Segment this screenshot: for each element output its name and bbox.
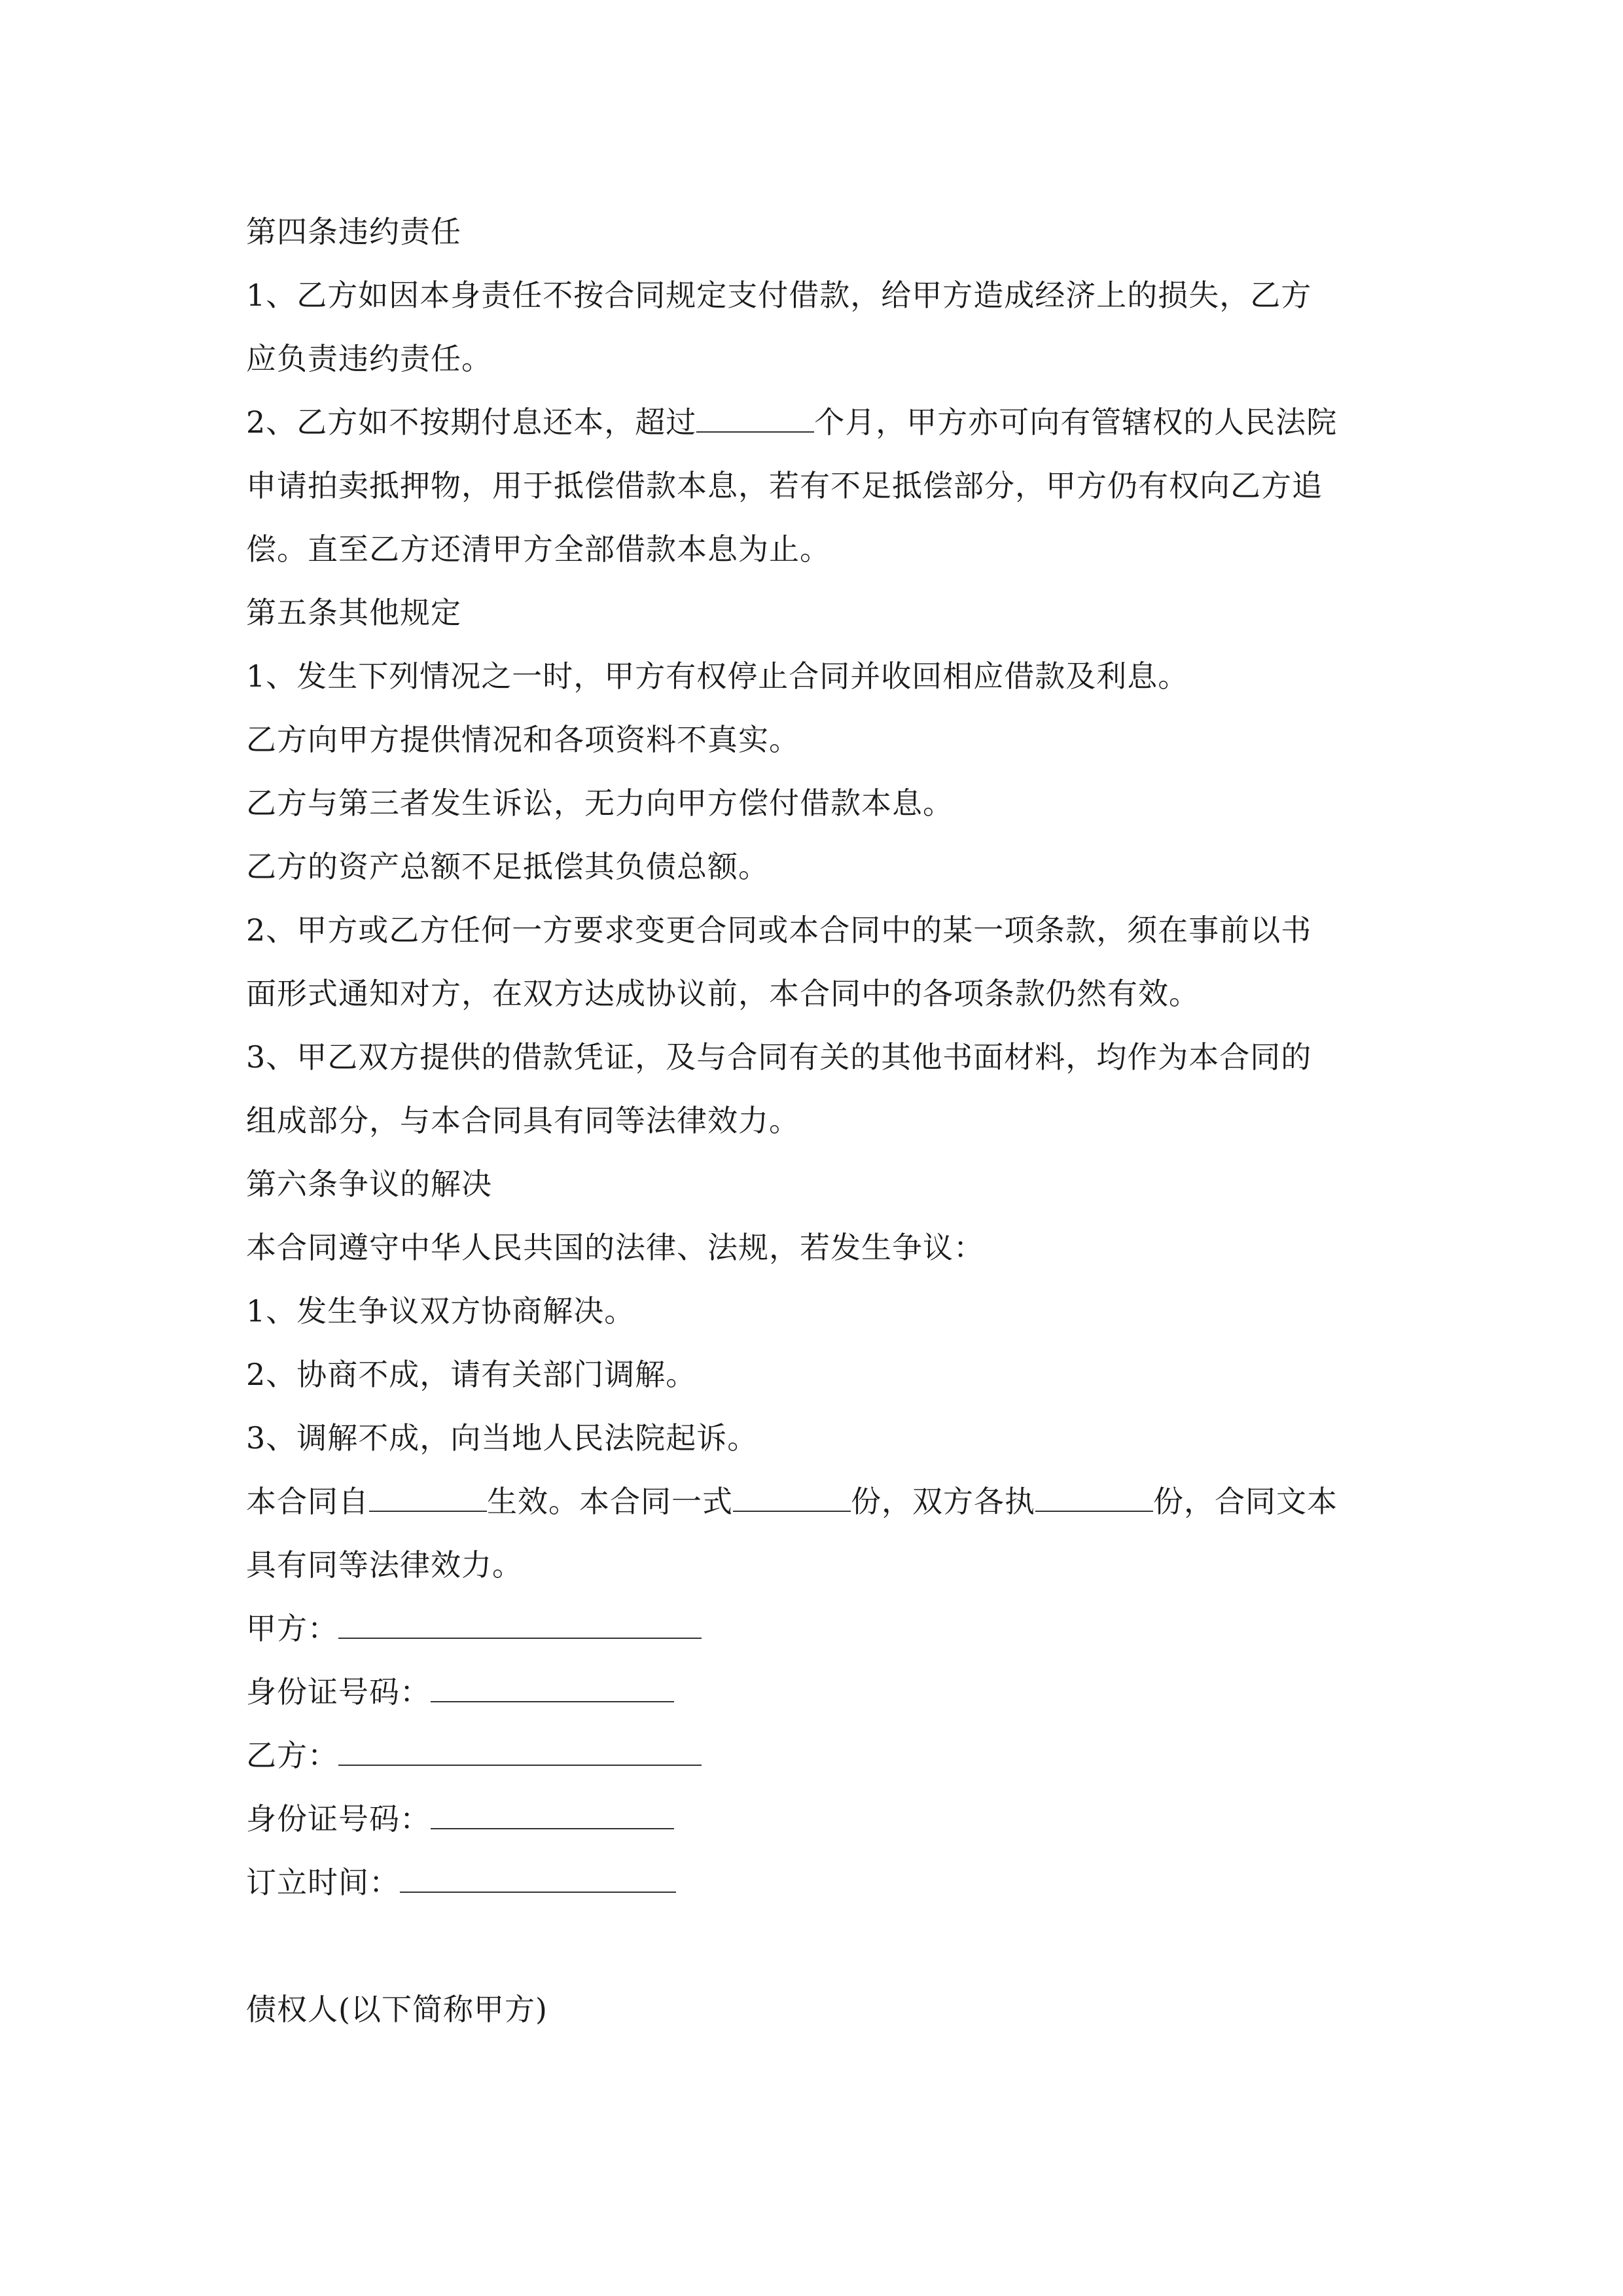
party-b-id-row (246, 1787, 1378, 1851)
effective-date-blank (369, 1484, 487, 1512)
closing-line2: 具有同等法律效力。 (246, 1547, 523, 1583)
party-a-signature (246, 1597, 1378, 1660)
party-a-id-label: 身份证号码： (246, 1674, 431, 1710)
party-b-id-field (431, 1802, 674, 1829)
party-b-signature (246, 1724, 1378, 1787)
signing-date-row (246, 1851, 1378, 1914)
article4-p1-line2: 应负责违约责任。 (246, 341, 492, 376)
party-b-label: 乙方： (246, 1738, 338, 1773)
closing-part4: 份，合同文本 (1153, 1484, 1338, 1519)
article6-intro: 本合同遵守中华人民共国的法律、法规，若发生争议： (246, 1230, 984, 1265)
article4-p2-post: 个月，甲方亦可向有管辖权的人民法院 (814, 404, 1338, 440)
article5-p2-line1: 2、甲方或乙方任何一方要求变更合同或本合同中的某一项条款，须在事前以书 (246, 912, 1312, 948)
party-a-id-row (246, 1660, 1378, 1724)
article5-p3-line1: 3、甲乙双方提供的借款凭证，及与合同有关的其他书面材料，均作为本合同的 (246, 1039, 1312, 1075)
article4-p2-line3: 偿。直至乙方还清甲方全部借款本息为止。 (246, 531, 830, 567)
copies-blank (733, 1484, 851, 1512)
party-b-field (338, 1738, 702, 1766)
article5-heading: 第五条其他规定 (246, 595, 461, 630)
article4-p2-line2: 申请拍卖抵押物，用于抵偿借款本息，若有不足抵偿部分，甲方仍有权向乙方追 (246, 468, 1323, 503)
section-spacer (246, 1914, 1378, 1978)
each-holds-blank (1035, 1484, 1153, 1512)
article5-condition-3: 乙方的资产总额不足抵偿其负债总额。 (246, 849, 769, 884)
article4-heading: 第四条违约责任 (246, 214, 461, 249)
signing-date-field (400, 1865, 676, 1893)
creditor-heading: 债权人(以下简称甲方) (246, 1992, 548, 2027)
article5-p3-line2: 组成部分，与本合同具有同等法律效力。 (246, 1103, 800, 1138)
article4-p2-line1 (246, 391, 1378, 454)
article4-p1-line1: 1、乙方如因本身责任不按合同规定支付借款，给甲方造成经济上的损失，乙方 (246, 278, 1312, 313)
signing-date-label: 订立时间： (246, 1865, 400, 1900)
article6-item-1: 1、发生争议双方协商解决。 (246, 1293, 635, 1329)
closing-part2: 生效。本合同一式 (487, 1484, 733, 1519)
article6-item-2: 2、协商不成，请有关部门调解。 (246, 1357, 697, 1392)
months-blank (696, 405, 814, 433)
party-b-id-label: 身份证号码： (246, 1801, 431, 1837)
party-a-id-field (431, 1675, 674, 1702)
article6-item-3: 3、调解不成，向当地人民法院起诉。 (246, 1420, 758, 1456)
party-a-label: 甲方： (246, 1611, 338, 1646)
article5-p1: 1、发生下列情况之一时，甲方有权停止合同并收回相应借款及利息。 (246, 658, 1189, 694)
article5-condition-2: 乙方与第三者发生诉讼，无力向甲方偿付借款本息。 (246, 785, 954, 821)
document-body (246, 200, 1378, 2041)
closing-part3: 份，双方各执 (851, 1484, 1035, 1519)
article6-heading: 第六条争议的解决 (246, 1166, 492, 1202)
closing-part1: 本合同自 (246, 1484, 369, 1519)
article4-p2-pre: 2、乙方如不按期付息还本，超过 (246, 404, 697, 440)
party-a-field (338, 1611, 702, 1639)
article5-condition-1: 乙方向甲方提供情况和各项资料不真实。 (246, 722, 800, 757)
closing-line1 (246, 1470, 1378, 1534)
article5-p2-line2: 面形式通知对方，在双方达成协议前，本合同中的各项条款仍然有效。 (246, 976, 1200, 1011)
